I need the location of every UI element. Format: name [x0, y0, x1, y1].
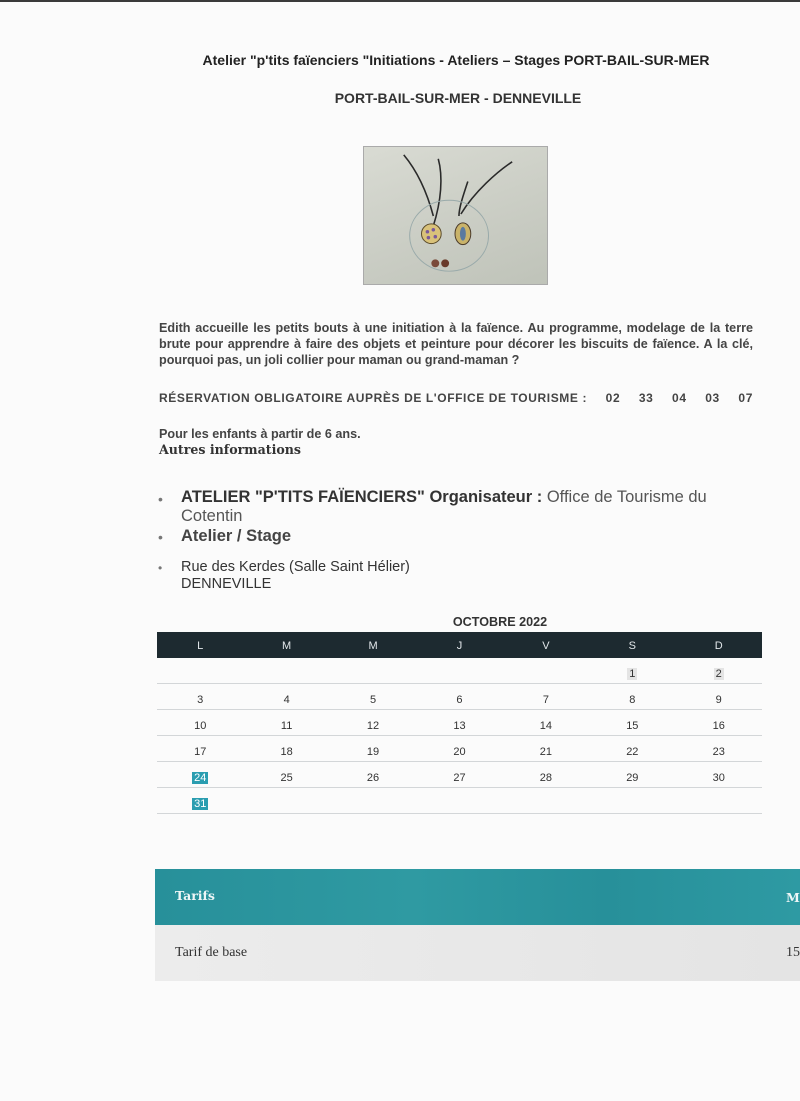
calendar-day-cell[interactable] — [589, 740, 675, 758]
calendar-week-row — [157, 762, 762, 788]
calendar-day-number: 5 — [369, 693, 377, 706]
phone-part: 04 — [672, 391, 687, 405]
calendar-day-cell[interactable] — [589, 688, 675, 706]
calendar-day-cell[interactable] — [330, 740, 416, 758]
calendar-day-cell — [416, 668, 502, 674]
calendar-day-cell[interactable] — [330, 714, 416, 732]
calendar-day-number: 27 — [453, 771, 466, 784]
calendar-day-number: 29 — [626, 771, 639, 784]
weekday-label: V — [542, 640, 550, 652]
tarifs-header-label: Tarifs — [175, 888, 215, 903]
details-list — [158, 488, 758, 593]
calendar-day-cell[interactable] — [589, 662, 675, 680]
calendar-week-row — [157, 710, 762, 736]
more-info-link[interactable]: Autres informations — [159, 442, 301, 457]
calendar-day-number: 31 — [194, 797, 207, 810]
calendar-day-cell — [157, 668, 243, 674]
calendar-day-number: 1 — [629, 667, 636, 680]
calendar-day-cell[interactable] — [676, 688, 762, 706]
calendar-day-cell[interactable] — [157, 792, 243, 810]
reservation-line — [159, 391, 753, 405]
calendar-day-cell[interactable] — [416, 766, 502, 784]
calendar-day-number: 14 — [539, 719, 553, 732]
calendar-day-cell[interactable] — [676, 714, 762, 732]
calendar-day-number: 11 — [280, 719, 293, 732]
calendar-day-number: 22 — [626, 745, 639, 758]
calendar-day-cell — [243, 668, 329, 674]
calendar-day-cell[interactable] — [243, 714, 329, 732]
weekday-label: D — [714, 640, 723, 652]
calendar-day-number: 12 — [366, 719, 380, 732]
calendar-day-cell[interactable] — [416, 740, 502, 758]
calendar-day-cell[interactable] — [330, 688, 416, 706]
calendar-month-title: OCTOBRE 2022 — [452, 615, 548, 629]
calendar-day-cell[interactable] — [676, 740, 762, 758]
weekday-label: M — [368, 640, 378, 652]
calendar-day-cell[interactable] — [243, 766, 329, 784]
bullet-icon: • — [158, 491, 163, 507]
calendar — [157, 632, 762, 814]
calendar-day-cell[interactable] — [503, 766, 589, 784]
bullet-icon: • — [158, 529, 163, 545]
details-item-address — [158, 559, 758, 593]
phone-part: 03 — [705, 391, 720, 405]
address-line-1: Rue des Kerdes (Salle Saint Hélier) — [181, 559, 410, 575]
calendar-day-number: 8 — [629, 693, 636, 706]
calendar-week-row — [157, 788, 762, 814]
tarifs-table — [155, 869, 800, 981]
address-line-2: DENNEVILLE — [181, 576, 272, 592]
calendar-day-cell — [589, 798, 675, 804]
phone-part: 33 — [638, 391, 654, 405]
calendar-day-number: 26 — [366, 771, 380, 784]
calendar-day-number: 16 — [712, 719, 725, 732]
page-title: Atelier "p'tits faïenciers "Initiations - Ateliers – Stages PORT-BAIL-SUR-MER — [202, 52, 710, 68]
calendar-day-number: 30 — [712, 771, 725, 784]
details-item-name — [158, 488, 758, 526]
phone-part: 02 — [605, 391, 621, 405]
calendar-day-cell[interactable] — [243, 688, 329, 706]
calendar-day-cell[interactable] — [157, 688, 243, 706]
calendar-day-cell[interactable] — [157, 766, 243, 784]
calendar-day-number: 24 — [194, 771, 207, 784]
necklace-illustration — [364, 147, 547, 284]
calendar-week-row — [157, 684, 762, 710]
calendar-day-cell — [330, 668, 416, 674]
weekday-label: S — [628, 640, 636, 652]
organizer-name[interactable]: Office de Tourisme du Cotentin — [181, 488, 707, 525]
calendar-day-number: 2 — [715, 667, 722, 680]
description-text: Edith accueille les petits bouts à une initiation à la faïence. Au programme, modelage de la terre brute pour apprendre à faire des objets et peinture pour décorer les biscuits de faïence. A la clé, pourquoi pas, un joli collier pour maman ou grand-maman ? — [159, 321, 753, 367]
calendar-day-number: 10 — [194, 719, 207, 732]
page-subtitle: PORT-BAIL-SUR-MER - DENNEVILLE — [334, 90, 582, 106]
calendar-day-number: 20 — [453, 745, 466, 758]
calendar-day-cell — [503, 798, 589, 804]
calendar-day-number: 17 — [194, 745, 207, 758]
tarifs-header-right: M — [786, 890, 800, 905]
weekday-label: M — [282, 640, 292, 652]
calendar-day-cell[interactable] — [676, 662, 762, 680]
top-border-line — [0, 0, 800, 2]
calendar-day-cell[interactable] — [503, 714, 589, 732]
calendar-day-number: 18 — [280, 745, 293, 758]
calendar-day-cell[interactable] — [503, 688, 589, 706]
calendar-day-cell — [330, 798, 416, 804]
tarifs-row — [155, 925, 800, 981]
calendar-week-row — [157, 736, 762, 762]
calendar-day-number: 28 — [539, 771, 553, 784]
calendar-day-cell[interactable] — [416, 688, 502, 706]
calendar-weekday-header — [157, 632, 762, 658]
calendar-week-row — [157, 658, 762, 684]
reservation-label: RÉSERVATION OBLIGATOIRE AUPRÈS DE L'OFFICE DE TOURISME : — [159, 391, 588, 405]
calendar-day-cell[interactable] — [676, 766, 762, 784]
event-name: ATELIER "P'TITS FAÏENCIERS" — [181, 488, 425, 506]
calendar-day-cell — [243, 798, 329, 804]
organizer-label: Organisateur : — [429, 488, 543, 506]
calendar-day-number: 13 — [453, 719, 466, 732]
necklace-photo — [363, 146, 548, 285]
tarif-value: 15 — [786, 945, 800, 960]
age-info: Pour les enfants à partir de 6 ans. — [159, 427, 361, 441]
calendar-day-number: 21 — [539, 745, 553, 758]
weekday-label: L — [197, 640, 204, 652]
calendar-day-cell — [676, 798, 762, 804]
calendar-day-number: 6 — [456, 693, 463, 706]
calendar-day-number: 15 — [626, 719, 639, 732]
calendar-day-number: 4 — [283, 693, 290, 706]
calendar-day-number: 3 — [197, 693, 204, 706]
calendar-day-cell[interactable] — [243, 740, 329, 758]
calendar-day-cell — [416, 798, 502, 804]
event-category: Atelier / Stage — [181, 527, 292, 545]
calendar-day-cell — [503, 668, 589, 674]
calendar-day-cell[interactable] — [416, 714, 502, 732]
calendar-day-number: 19 — [366, 745, 380, 758]
phone-part: 07 — [738, 391, 753, 405]
calendar-day-cell[interactable] — [589, 714, 675, 732]
weekday-label: J — [456, 640, 463, 652]
calendar-day-number: 9 — [715, 693, 722, 706]
calendar-body — [157, 658, 762, 814]
calendar-day-cell[interactable] — [330, 766, 416, 784]
calendar-day-number: 23 — [712, 745, 725, 758]
calendar-day-cell[interactable] — [157, 740, 243, 758]
calendar-day-cell[interactable] — [589, 766, 675, 784]
tarifs-header — [155, 869, 800, 925]
calendar-day-number: 7 — [542, 693, 549, 706]
bullet-icon: • — [158, 561, 163, 575]
tarif-label: Tarif de base — [175, 945, 248, 960]
calendar-day-cell[interactable] — [157, 714, 243, 732]
calendar-day-number: 25 — [280, 771, 293, 784]
details-item-category — [158, 527, 758, 546]
calendar-day-cell[interactable] — [503, 740, 589, 758]
